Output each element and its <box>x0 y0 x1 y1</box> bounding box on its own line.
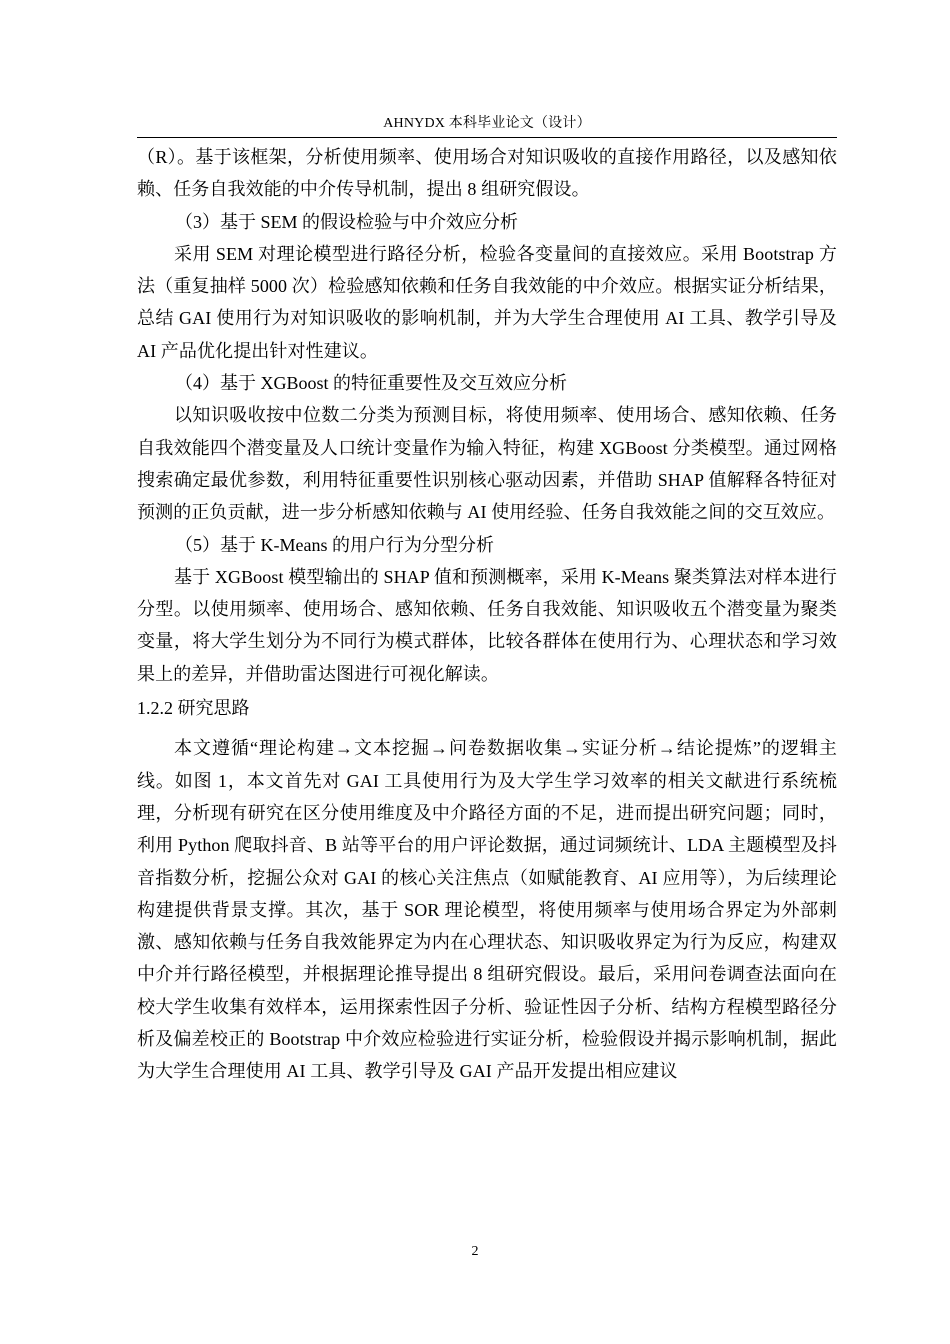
section-heading: 1.2.2 研究思路 <box>137 698 250 719</box>
paragraph-sem: 采用 SEM 对理论模型进行路径分析，检验各变量间的直接效应。采用 Bootstrap 方法（重复抽样 5000 次）检验感知依赖和任务自我效能的中介效应。根据实证分析结果，总结 GAI 使用行为对知识吸收的影响机制，并为大学生合理使用 AI 工具、教学引导及 AI 产品优化提出针对性建议。 <box>137 243 837 361</box>
subheading-5: （5）基于 K-Means 的用户行为分型分析 <box>175 534 494 555</box>
page-number: 2 <box>471 1244 479 1259</box>
paragraph-research-approach: 本文遵循“理论构建→文本挖掘→问卷数据收集→实证分析→结论提炼”的逻辑主线。如图 1，本文首先对 GAI 工具使用行为及大学生学习效率的相关文献进行系统梳理，分析现有研究在区分使用维度及中介路径方面的不足，进而提出研究问题；同时，利用 Python 爬取抖音、B 站等平台的用户评论数据，通过词频统计、LDA 主题模型及抖音指数分析，挖掘公众对 GAI 的核心关注焦点（如赋能教育、AI 应用等），为后续理论构建提供背景支撑。其次，基于 SOR 理论模型，将使用频率与使用场合界定为外部刺激、感知依赖与任务自我效能界定为内在心理状态、知识吸收界定为行为反应，构建双中介并行路径模型，并根据理论推导提出 8 组研究假设。最后，采用问卷调查法面向在校大学生收集有效样本，运用探索性因子分析、验证性因子分析、结构方程模型路径分析及偏差校正的 Bootstrap 中介效应检验进行实证分析，检验假设并揭示影响机制，据此为大学生合理使用 AI 工具、教学引导及 GAI 产品开发提出相应建议 <box>137 738 837 1082</box>
header-rule <box>137 137 837 138</box>
paragraph-kmeans: 基于 XGBoost 模型输出的 SHAP 值和预测概率，采用 K-Means 聚类算法对样本进行分型。以使用频率、使用场合、感知依赖、任务自我效能、知识吸收五个潜变量为聚类变量，将大学生划分为不同行为模式群体，比较各群体在使用行为、心理状态和学习效果上的差异，并借助雷达图进行可视化解读。 <box>137 566 837 684</box>
subheading-3: （3）基于 SEM 的假设检验与中介效应分析 <box>175 211 519 232</box>
page-header: AHNYDX 本科毕业论文（设计） <box>383 116 591 131</box>
paragraph-continuation: （R）。基于该框架，分析使用频率、使用场合对知识吸收的直接作用路径，以及感知依赖、任务自我效能的中介传导机制，提出 8 组研究假设。 <box>137 147 837 200</box>
paragraph-xgboost: 以知识吸收按中位数二分类为预测目标，将使用频率、使用场合、感知依赖、任务自我效能四个潜变量及人口统计变量作为输入特征，构建 XGBoost 分类模型。通过网格搜索确定最优参数，利用特征重要性识别核心驱动因素，并借助 SHAP 值解释各特征对预测的正负贡献，进一步分析感知依赖与 AI 使用经验、任务自我效能之间的交互效应。 <box>137 405 837 523</box>
subheading-4: （4）基于 XGBoost 的特征重要性及交互效应分析 <box>175 373 568 394</box>
page-content <box>137 141 837 1088</box>
